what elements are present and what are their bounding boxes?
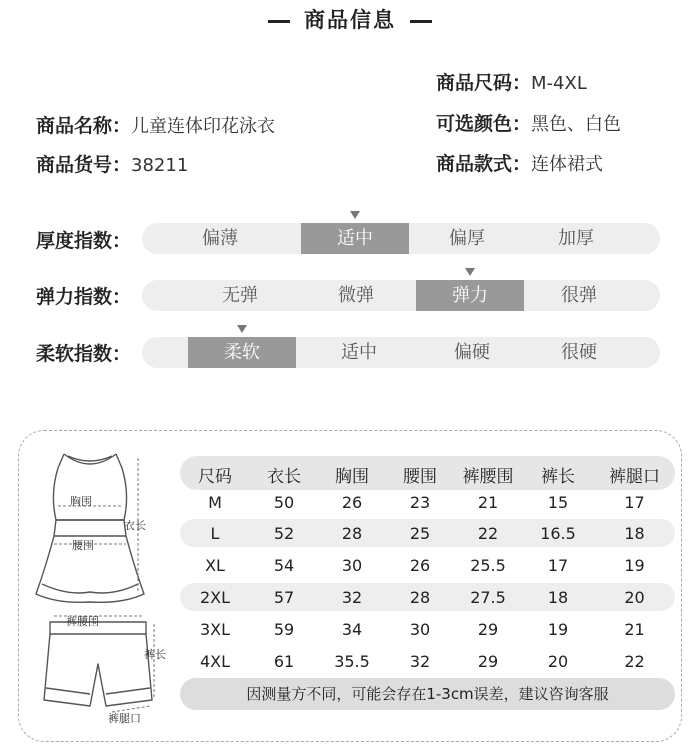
- table-cell: 61: [273, 652, 295, 671]
- table-header-cell: 裤长: [541, 467, 575, 487]
- table-cell: 50: [273, 493, 295, 512]
- table-cell: 29: [477, 620, 499, 639]
- table-cell: 26: [409, 556, 431, 575]
- table-cell: 32: [409, 652, 431, 671]
- table-cell: 29: [477, 652, 499, 671]
- info-color: [436, 109, 621, 136]
- table-cell: 26: [341, 493, 363, 512]
- thickness-option: 适中: [301, 223, 409, 254]
- diagram-pants-waist-label: 裤腰围: [66, 615, 99, 628]
- table-cell: 21: [477, 493, 499, 512]
- page-title: [0, 4, 700, 34]
- table-cell: M: [208, 493, 222, 512]
- table-cell: 35.5: [334, 652, 370, 671]
- table-cell: 22: [624, 652, 645, 671]
- table-cell: 25: [409, 524, 431, 543]
- table-cell: 30: [341, 556, 363, 575]
- garment-diagram: [28, 444, 178, 734]
- table-header-cell: 裤腰围: [462, 467, 514, 487]
- info-sku-value: 38211: [131, 155, 189, 176]
- elasticity-label: 弹力指数：: [36, 286, 132, 308]
- info-style-value: 连体裙式: [531, 154, 604, 175]
- table-cell: 18: [624, 524, 645, 543]
- table-cell: 52: [273, 524, 295, 543]
- info-style: [436, 149, 603, 176]
- info-size-value: M-4XL: [531, 73, 587, 94]
- table-cell: 19: [624, 556, 645, 575]
- thickness-option: 加厚: [558, 228, 594, 249]
- info-sku: [36, 150, 188, 177]
- info-name-value: 儿童连体印花泳衣: [131, 116, 276, 137]
- info-name-label: 商品名称：: [36, 115, 132, 137]
- softness-option: 偏硬: [454, 342, 490, 363]
- table-header-cell: 衣长: [267, 467, 301, 487]
- title-text: 商品信息: [304, 8, 396, 32]
- table-cell: 15: [547, 493, 569, 512]
- elasticity-bar: [142, 280, 660, 311]
- title-dash-left: [268, 20, 290, 23]
- table-cell: 18: [547, 588, 569, 607]
- softness-option: 柔软: [188, 337, 296, 368]
- table-cell: 23: [409, 493, 431, 512]
- table-cell: XL: [205, 556, 225, 575]
- table-cell: 32: [341, 588, 363, 607]
- selected-indicator-icon: [237, 325, 247, 333]
- table-cell: 3XL: [199, 620, 231, 639]
- table-cell: 4XL: [199, 652, 231, 671]
- elasticity-option: 微弹: [338, 285, 374, 306]
- table-header-cell: 胸围: [335, 467, 369, 487]
- table-cell: 57: [273, 588, 295, 607]
- diagram-chest-label: 胸围: [70, 495, 92, 508]
- table-cell: 17: [547, 556, 569, 575]
- softness-option: 适中: [341, 342, 377, 363]
- elasticity-option: 弹力: [416, 280, 524, 311]
- selected-indicator-icon: [465, 268, 475, 276]
- softness-label: 柔软指数：: [36, 343, 132, 365]
- softness-bar: [142, 337, 660, 368]
- table-cell: 27.5: [470, 588, 506, 607]
- table-header-cell: 腰围: [403, 467, 437, 487]
- info-sku-label: 商品货号：: [36, 154, 132, 176]
- info-color-label: 可选颜色：: [436, 113, 532, 135]
- title-dash-right: [410, 20, 432, 23]
- table-cell: 54: [273, 556, 295, 575]
- table-cell: L: [210, 524, 220, 543]
- diagram-leg-opening-label: 裤腿口: [108, 712, 141, 725]
- table-cell: 20: [547, 652, 569, 671]
- table-cell: 19: [547, 620, 569, 639]
- table-cell: 17: [624, 493, 645, 512]
- table-cell: 22: [477, 524, 499, 543]
- info-size: [436, 68, 587, 95]
- size-table: [180, 456, 675, 676]
- info-size-label: 商品尺码：: [436, 72, 532, 94]
- thickness-option: 偏薄: [202, 228, 238, 249]
- selected-indicator-icon: [350, 211, 360, 219]
- thickness-option: 偏厚: [449, 228, 485, 249]
- thickness-label: 厚度指数：: [36, 230, 132, 252]
- table-cell: 25.5: [470, 556, 506, 575]
- info-style-label: 商品款式：: [436, 153, 532, 175]
- diagram-waist-label: 腰围: [72, 539, 94, 552]
- thickness-bar: [142, 223, 660, 254]
- elasticity-option: 很弹: [561, 285, 597, 306]
- diagram-length-label: 衣长: [124, 519, 146, 532]
- measurement-note: 因测量方不同，可能会存在1-3cm误差，建议咨询客服: [180, 678, 675, 710]
- softness-option: 很硬: [561, 342, 597, 363]
- table-cell: 16.5: [540, 524, 576, 543]
- diagram-pants-length-label: 裤长: [144, 648, 166, 661]
- info-color-value: 黑色、白色: [531, 114, 622, 135]
- table-cell: 30: [409, 620, 431, 639]
- elasticity-option: 无弹: [222, 285, 258, 306]
- table-cell: 59: [273, 620, 295, 639]
- info-name: [36, 111, 275, 138]
- table-cell: 28: [341, 524, 363, 543]
- table-header-cell: 裤腿口: [609, 467, 660, 487]
- table-cell: 20: [624, 588, 645, 607]
- table-cell: 21: [624, 620, 645, 639]
- table-cell: 28: [409, 588, 431, 607]
- table-header-cell: 尺码: [198, 467, 232, 487]
- table-cell: 2XL: [199, 588, 231, 607]
- table-cell: 34: [341, 620, 363, 639]
